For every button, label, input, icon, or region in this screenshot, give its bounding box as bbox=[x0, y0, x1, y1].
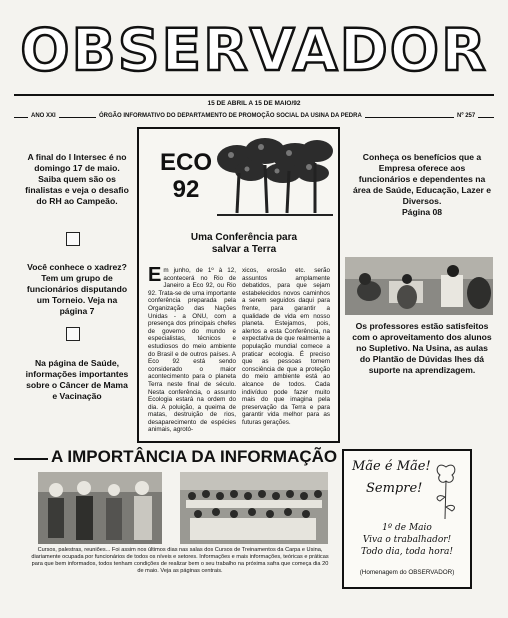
tagline: ÓRGÃO INFORMATIVO DO DEPARTAMENTO DE PROMOÇÃO SOCIAL DA USINA DA PEDRA bbox=[96, 113, 365, 119]
eco92-article bbox=[137, 127, 340, 443]
photo-caption: Cursos, palestras, reuniões... Foi assim nos últimos dias nas salas dos Cursos de Treinamentos da Carpa e Usina, diariamente ocupada por funcionários de todos os níveis e setores. Informações e mais informações, teóricas e práticas para que bem informados, todos tenham condições de realizar bem o seu trabalho na próxima safra que começa dia 20 de maio. Veja as páginas centrais. bbox=[31, 547, 329, 574]
issue-number: Nº 257 bbox=[454, 113, 478, 119]
training-photo-1 bbox=[38, 472, 162, 544]
eco92-logo-text bbox=[159, 149, 213, 203]
homage-box bbox=[342, 449, 472, 589]
edition-label: ANO XXI bbox=[28, 113, 59, 119]
teachers-teaser: Os professores estão satisfeitos com o aproveitamento dos alunos no Supletivo. Na Usina, as aulas do Plantão de Dúvidas lhes dá suporte na aprendizagem. bbox=[352, 321, 492, 375]
section-header bbox=[14, 447, 340, 469]
info-bar bbox=[14, 112, 494, 122]
labor-day-line: Viva o trabalhador! bbox=[362, 535, 452, 545]
checkbox-box bbox=[66, 232, 80, 246]
homage-credit: (Homenagem do OBSERVADOR) bbox=[359, 569, 455, 576]
masthead bbox=[14, 14, 494, 96]
section-title: A IMPORTÂNCIA DA INFORMAÇÃO bbox=[48, 447, 340, 467]
masthead-title: OBSERVADOR bbox=[20, 16, 488, 84]
dateline: 15 DE ABRIL A 15 DE MAIO/92 bbox=[207, 100, 301, 107]
mothers-day-line2: Sempre! bbox=[366, 481, 423, 496]
drop-cap: E bbox=[148, 264, 162, 286]
forest-illustration bbox=[217, 137, 333, 221]
training-photo-2 bbox=[180, 472, 328, 544]
labor-day-date: 1º de Maio bbox=[382, 523, 432, 533]
checkbox-box bbox=[66, 327, 80, 341]
benefits-page: Página 08 bbox=[401, 207, 443, 217]
health-teaser: Na página de Saúde, informações importantes sobre o Câncer de Mama e Vacinação bbox=[25, 358, 129, 401]
mothers-day-line1: Mãe é Mãe! bbox=[352, 459, 431, 474]
article-text-1: m junho, de 1º à 12, acontecerá no Rio de Janeiro a Eco 92, ou Rio 92. Trata-se de uma importante conferência preparada pela Organização das Nações Unidas - a ONU, com a presença dos principais chefes de governo do mundo e especialistas, técnicos e estudiosos do meio ambiente do Brasil e de outros países. A Eco 92 está sendo considerado o maior acontecimento para o planeta Terra neste final de século. Nesta conferência, o assunto Ecologia estará na ordem do dia. A poluição, a queima de matas, destruição de rios, desaparecimento de espécies animais, agrotó- bbox=[148, 267, 236, 434]
article-column-2: xicos, erosão etc. serão assuntos amplamente debatidos, para que sejam estabelecidos novos caminhos a serem seguidos daqui para frente, para garantir a qualidade de vida em nosso planeta. Estejamos, pois, alertos a esta Conferência, na expectativa de que realmente a população mundial comece a praticar ecologia. É preciso que as pessoas tomem consciência de que a proteção do meio ambiente está ao alcance de todos. Cada indivíduo pode fazer muito mais do que imagina pela preservação da Terra e para garantir vida melhor para as futuras gerações. bbox=[242, 267, 330, 426]
eco-word: ECO bbox=[159, 149, 212, 176]
benefits-teaser bbox=[352, 152, 492, 218]
chess-teaser: Você conhece o xadrez? Tem um grupo de funcionários disputando um Torneio. Veja na página 7 bbox=[26, 262, 128, 316]
rose-icon bbox=[428, 457, 464, 523]
article-column-1 bbox=[148, 264, 236, 434]
article-headline: Uma Conferência para salvar a Terra bbox=[190, 232, 298, 255]
intersec-teaser: A final do I Intersec é no domingo 17 de maio. Saiba quem são os finalistas e veja o desafio do RH ao Campeão. bbox=[25, 152, 129, 206]
classroom-photo bbox=[345, 257, 493, 315]
labor-day-line2: Todo dia, toda hora! bbox=[360, 547, 453, 557]
benefits-text: Conheça os benefícios que a Empresa oferece aos funcionários e dependentes na área de Saúde, Educação, Lazer e Diversos. bbox=[352, 152, 492, 206]
eco-number: 92 bbox=[172, 176, 200, 203]
